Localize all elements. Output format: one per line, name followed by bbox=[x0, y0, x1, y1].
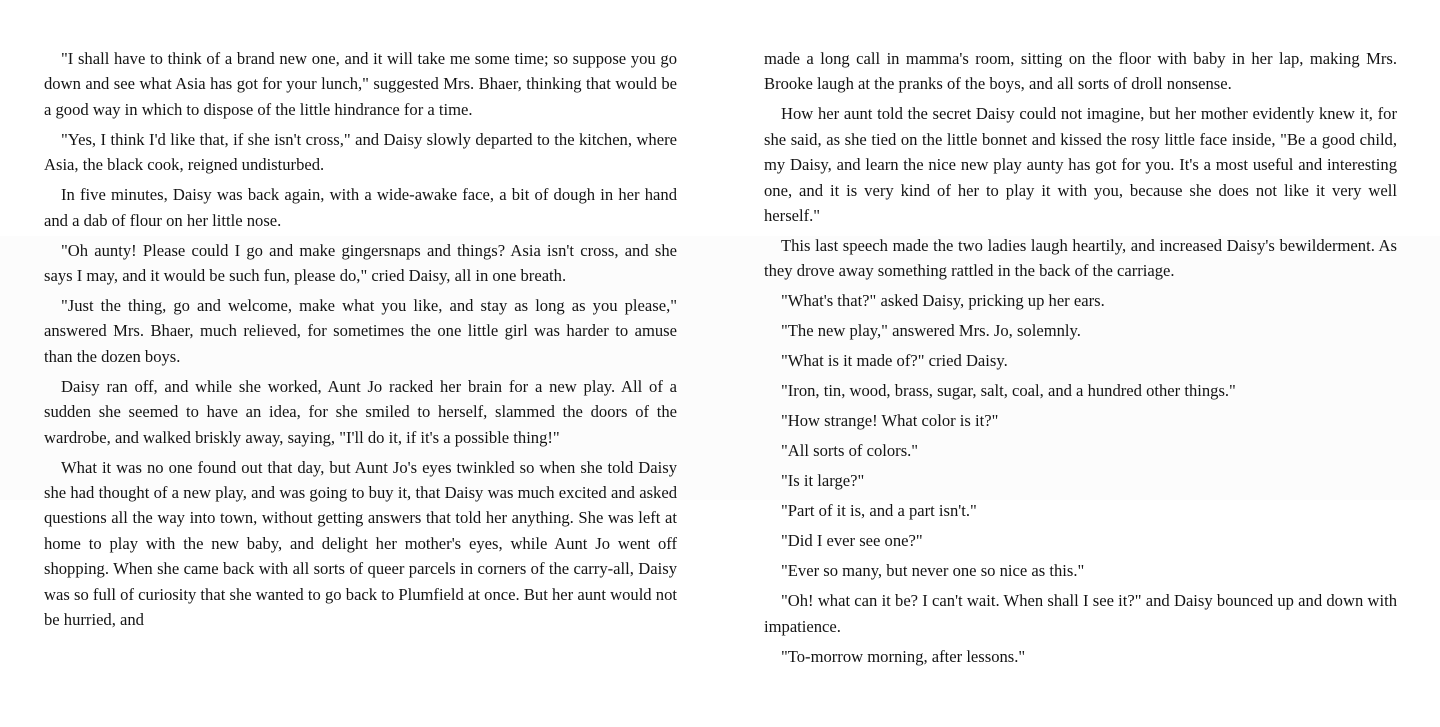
paragraph: This last speech made the two ladies laugh heartily, and increased Daisy's bewilderment. As they drove away something rattled in the back of the carriage. bbox=[764, 236, 1397, 281]
continued-paragraph: made a long call in mamma's room, sitting on the floor with baby in her lap, making Mrs. Brooke laugh at the pranks of the boys, and all sorts of droll nonsense. bbox=[764, 49, 1397, 94]
paragraph: "I shall have to think of a brand new one, and it will take me some time; so suppose you go down and see what Asia has got for your lunch," suggested Mrs. Bhaer, thinking that would be a good way in which to dispose of the little hindrance for a time. bbox=[44, 49, 677, 119]
paragraph: "How strange! What color is it?" bbox=[781, 411, 999, 431]
paragraph: "The new play," answered Mrs. Jo, solemnly. bbox=[781, 321, 1081, 341]
paragraph: "What's that?" asked Daisy, pricking up her ears. bbox=[781, 291, 1105, 311]
right-page bbox=[764, 46, 1397, 674]
paragraph: "Part of it is, and a part isn't." bbox=[781, 501, 977, 521]
paragraph: Daisy ran off, and while she worked, Aunt Jo racked her brain for a new play. All of a sudden she seemed to have an idea, for she smiled to herself, slammed the doors of the wardrobe, and walked briskly away, saying, "I'll do it, if it's a possible thing!" bbox=[44, 376, 677, 447]
paragraph: "What is it made of?" cried Daisy. bbox=[781, 351, 1008, 371]
paragraph: "Did I ever see one?" bbox=[781, 531, 923, 551]
paragraph: How her aunt told the secret Daisy could not imagine, but her mother evidently knew it, for she said, as she tied on the little bonnet and kissed the rosy little face inside, "Be a good child, my Daisy, and learn the nice new play aunty has got for you. It's a most useful and interesting one, and it is very kind of her to play it with you, because she does not like it very well herself." bbox=[764, 104, 1397, 226]
paragraph: "Oh aunty! Please could I go and make gingersnaps and things? Asia isn't cross, and she says I may, and it would be such fun, please do," cried Daisy, all in one breath. bbox=[44, 240, 677, 286]
paragraph: "All sorts of colors." bbox=[781, 441, 919, 461]
paragraph: "Just the thing, go and welcome, make what you like, and stay as long as you please," answered Mrs. Bhaer, much relieved, for sometimes the one little girl was harder to amuse than the dozen boys. bbox=[44, 296, 677, 366]
paragraph: In five minutes, Daisy was back again, with a wide-awake face, a bit of dough in her hand and a dab of flour on her little nose. bbox=[44, 185, 677, 230]
paragraph: "To-morrow morning, after lessons." bbox=[781, 646, 1026, 666]
paragraph: "Ever so many, but never one so nice as this." bbox=[781, 561, 1085, 581]
left-page bbox=[44, 46, 677, 637]
paragraph: "Is it large?" bbox=[781, 471, 865, 491]
paragraph: "Oh! what can it be? I can't wait. When shall I see it?" and Daisy bounced up and down with impatience. bbox=[764, 591, 1397, 636]
paragraph: "Iron, tin, wood, brass, sugar, salt, coal, and a hundred other things." bbox=[781, 381, 1236, 401]
paragraph: "Yes, I think I'd like that, if she isn't cross," and Daisy slowly departed to the kitchen, where Asia, the black cook, reigned undisturbed. bbox=[44, 129, 677, 175]
paragraph: What it was no one found out that day, but Aunt Jo's eyes twinkled so when she told Daisy she had thought of a new play, and was going to buy it, that Daisy was much excited and asked questions all the way into town, without getting answers that told her anything. She was left at home to play with the new baby, and delight her mother's eyes, while Aunt Jo went off shopping. When she came back with all sorts of queer parcels in corners of the carry-all, Daisy was so full of curiosity that she wanted to go back to Plumfield at once. But her aunt would not be hurried, and bbox=[44, 457, 677, 630]
